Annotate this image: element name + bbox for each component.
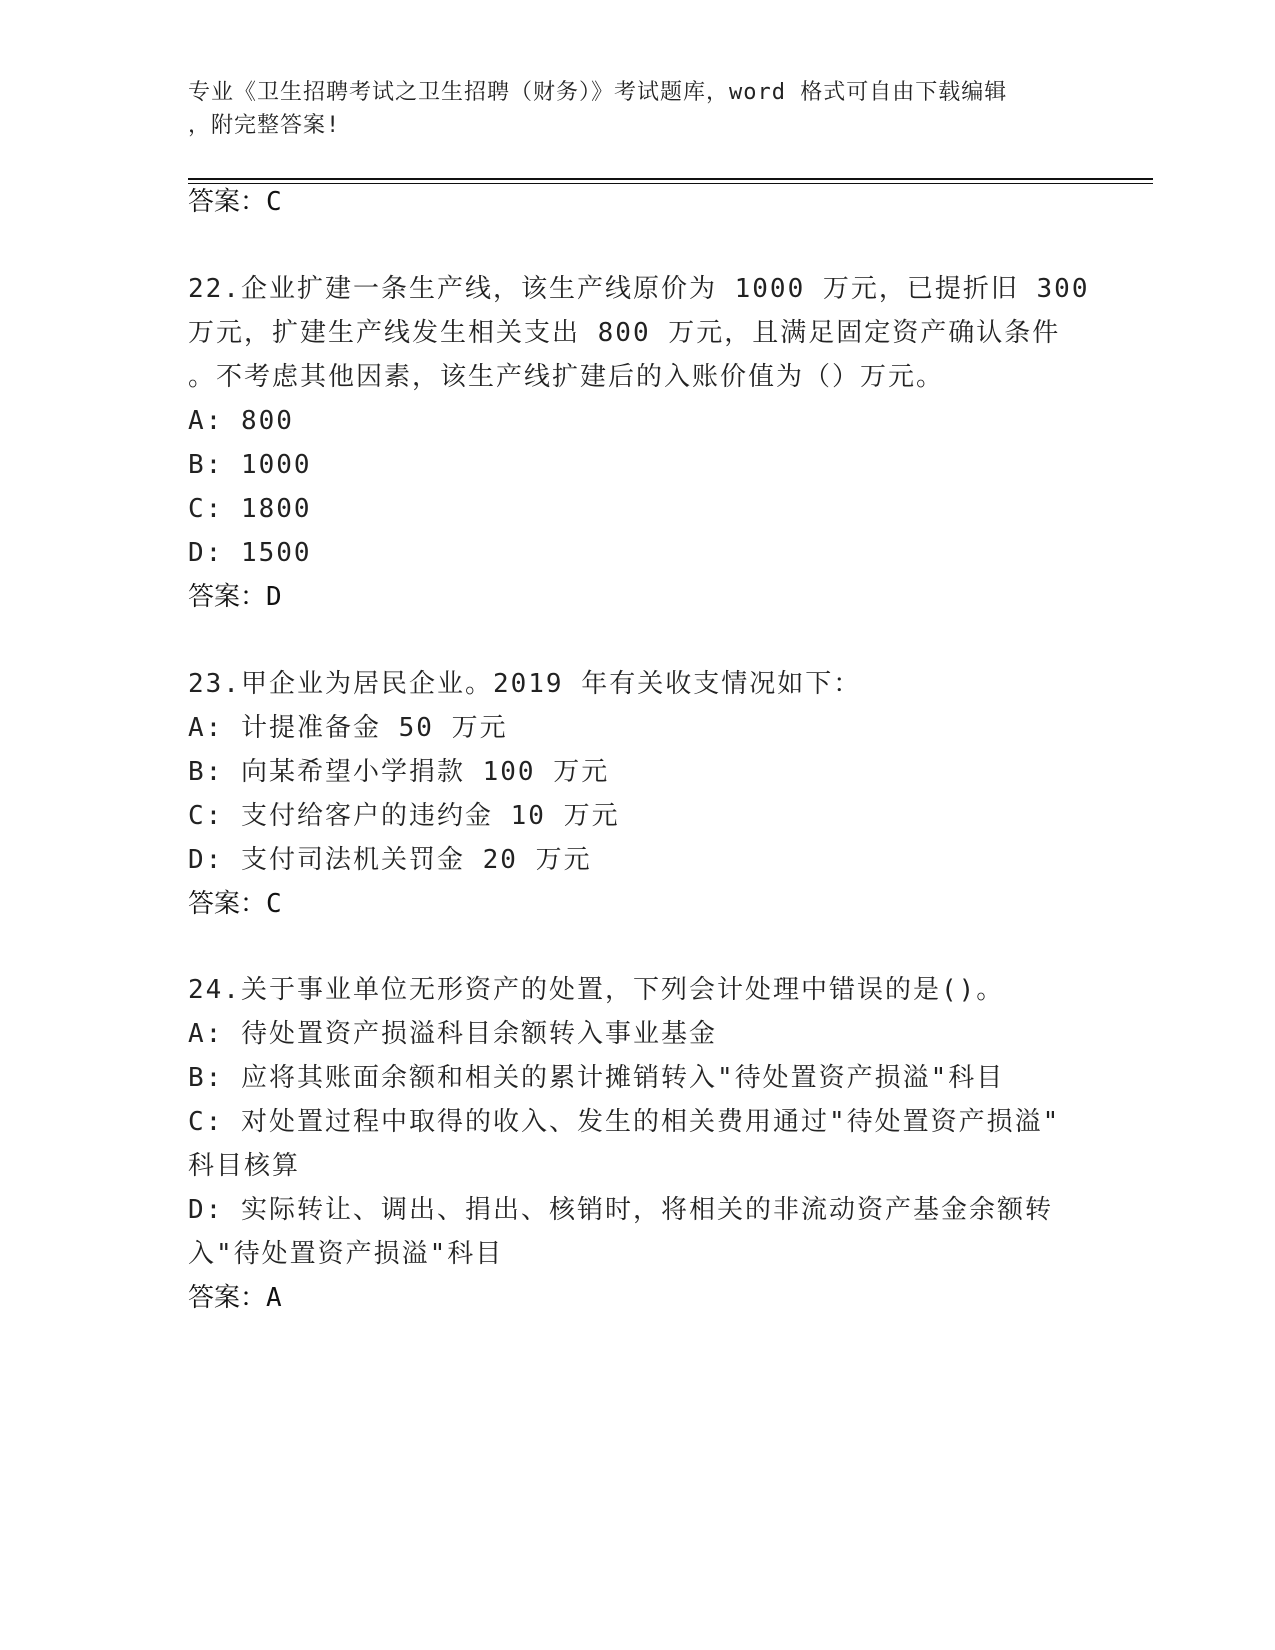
- q22-option-c: C: 1800: [188, 494, 312, 524]
- q22-option-b: B: 1000: [188, 450, 312, 480]
- q24-answer: 答案：A: [188, 1283, 282, 1313]
- q24-option-d-line-2: 入"待处置资产损溢"科目: [188, 1239, 504, 1269]
- q24-option-d-line-1: D: 实际转让、调出、捐出、核销时，将相关的非流动资产基金余额转: [188, 1195, 1053, 1225]
- q23-option-b: B: 向某希望小学捐款 100 万元: [188, 757, 610, 787]
- q22-stem-line-1: 22.企业扩建一条生产线，该生产线原价为 1000 万元，已提折旧 300: [188, 274, 1090, 304]
- q22-answer: 答案：D: [188, 582, 282, 612]
- q24-option-a: A: 待处置资产损溢科目余额转入事业基金: [188, 1019, 717, 1049]
- q24-option-c-line-1: C: 对处置过程中取得的收入、发生的相关费用通过"待处置资产损溢": [188, 1107, 1061, 1137]
- q22-stem-line-2: 万元，扩建生产线发生相关支出 800 万元，且满足固定资产确认条件: [188, 318, 1061, 348]
- q23-option-c: C: 支付给客户的违约金 10 万元: [188, 801, 620, 831]
- q24-stem-line-1: 24.关于事业单位无形资产的处置，下列会计处理中错误的是()。: [188, 975, 1005, 1005]
- header-rule-thick: [188, 178, 1153, 180]
- header-rule-thin: [188, 183, 1153, 184]
- q23-answer: 答案：C: [188, 889, 282, 919]
- q22-option-d: D: 1500: [188, 538, 312, 568]
- q24-option-c-line-2: 科目核算: [188, 1151, 301, 1181]
- q23-stem-line-1: 23.甲企业为居民企业。2019 年有关收支情况如下：: [188, 669, 862, 699]
- header-line-2: ，附完整答案!: [188, 113, 341, 138]
- q23-option-a: A: 计提准备金 50 万元: [188, 713, 508, 743]
- q24-option-b: B: 应将其账面余额和相关的累计摊销转入"待处置资产损溢"科目: [188, 1063, 1005, 1093]
- answer-prev: 答案：C: [188, 187, 282, 217]
- q23-option-d: D: 支付司法机关罚金 20 万元: [188, 845, 592, 875]
- q22-option-a: A: 800: [188, 406, 294, 436]
- page-header: [188, 76, 1088, 142]
- q22-stem-line-3: 。不考虑其他因素，该生产线扩建后的入账价值为（）万元。: [188, 362, 945, 392]
- header-line-1: 专业《卫生招聘考试之卫生招聘（财务）》考试题库，word 格式可自由下载编辑: [188, 80, 1008, 105]
